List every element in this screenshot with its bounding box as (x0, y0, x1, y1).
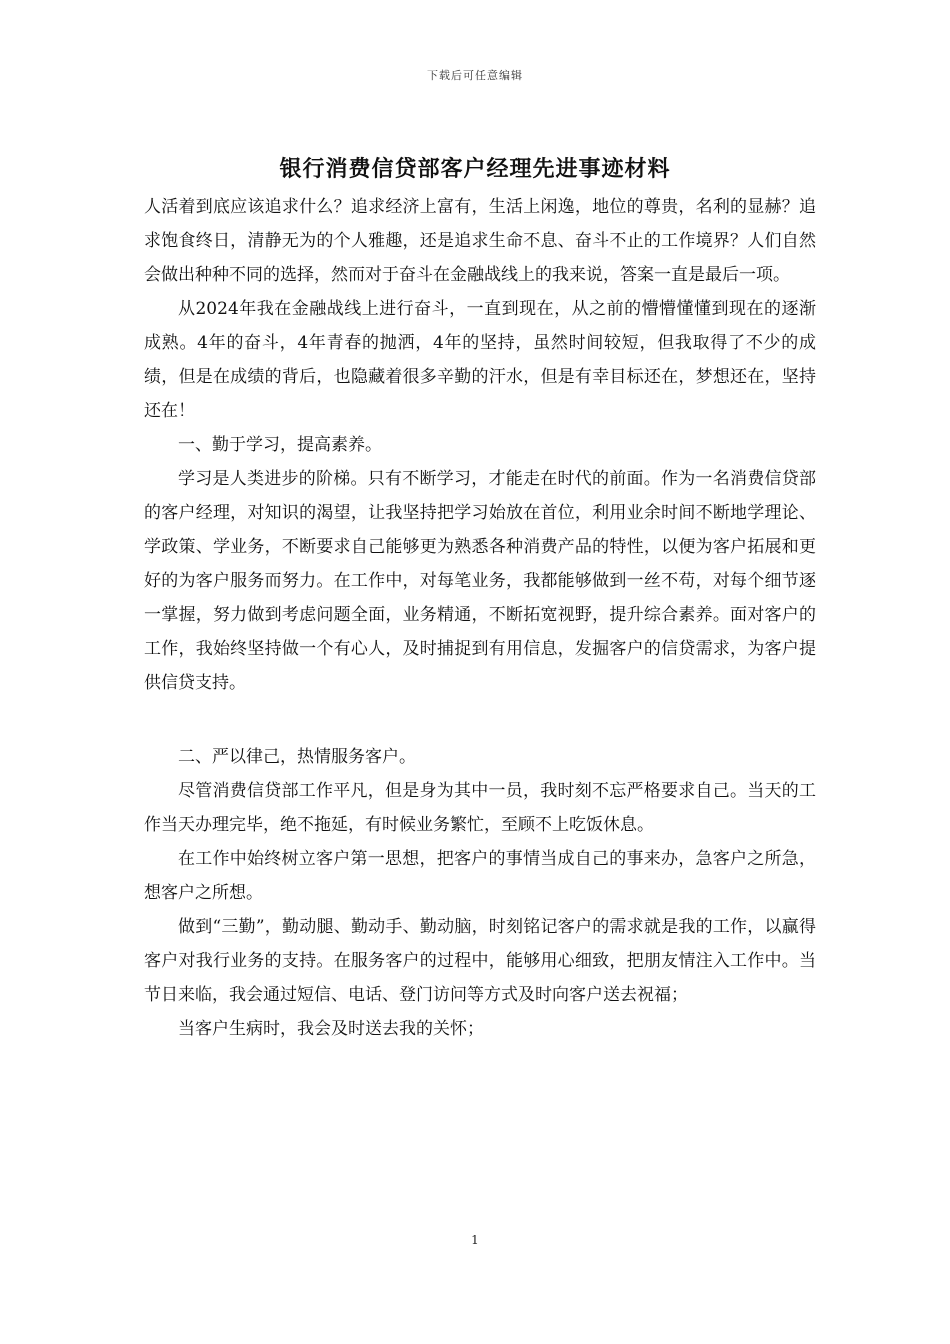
section-heading-study: 一、勤于学习，提高素养。 (178, 435, 382, 455)
paragraph-three-diligence: 做到“三勤”，勤动腿、勤动手、勤动脑，时刻铭记客户的需求就是我的工作，以赢得客户对我行业务的支持。在服务客户的过程中，能够用心细致，把朋友情注入工作中。当节日来临，我会通过短信、电话、登门访问等方式及时向客户送去祝福； (144, 917, 816, 1005)
paragraph-career: 从2024年我在金融战线上进行奋斗，一直到现在，从之前的懵懵懂懂到现在的逐渐成熟。4年的奋斗，4年青春的抛洒，4年的坚持，虽然时间较短，但我取得了不少的成绩，但是在成绩的背后，也隐藏着很多辛勤的汗水，但是有幸目标还在，梦想还在，坚持还在！ (144, 299, 816, 421)
paragraph-discipline: 尽管消费信贷部工作平凡，但是身为其中一员，我时刻不忘严格要求自己。当天的工作当天办理完毕，绝不拖延，有时候业务繁忙，至顾不上吃饭休息。 (144, 781, 816, 835)
paragraph-intro: 人活着到底应该追求什么？追求经济上富有，生活上闲逸，地位的尊贵，名利的显赫？追求饱食终日，清静无为的个人雅趣，还是追求生命不息、奋斗不止的工作境界？人们自然会做出种种不同的选择，然而对于奋斗在金融战线上的我来说，答案一直是最后一项。 (144, 197, 816, 285)
paragraph-customer-first: 在工作中始终树立客户第一思想，把客户的事情当成自己的事来办，急客户之所急，想客户之所想。 (144, 849, 816, 903)
section-heading-service: 二、严以律己，热情服务客户。 (178, 747, 416, 767)
header-note: 下载后可任意编辑 (427, 69, 523, 82)
document-title: 银行消费信贷部客户经理先进事迹材料 (279, 156, 671, 182)
paragraph-study: 学习是人类进步的阶梯。只有不断学习，才能走在时代的前面。作为一名消费信贷部的客户经理，对知识的渴望，让我坚持把学习始放在首位，利用业余时间不断地学理论、学政策、学业务，不断要求自己能够更为熟悉各种消费产品的特性，以便为客户拓展和更好的为客户服务而努力。在工作中，对每笔业务，我都能够做到一丝不苟，对每个细节逐一掌握，努力做到考虑问题全面，业务精通，不断拓宽视野，提升综合素养。面对客户的工作，我始终坚持做一个有心人，及时捕捉到有用信息，发掘客户的信贷需求，为客户提供信贷支持。 (144, 469, 816, 693)
document-body (144, 190, 816, 1046)
page-number: 1 (471, 1233, 479, 1247)
blank-line (144, 700, 816, 740)
paragraph-care: 当客户生病时，我会及时送去我的关怀； (178, 1019, 484, 1039)
